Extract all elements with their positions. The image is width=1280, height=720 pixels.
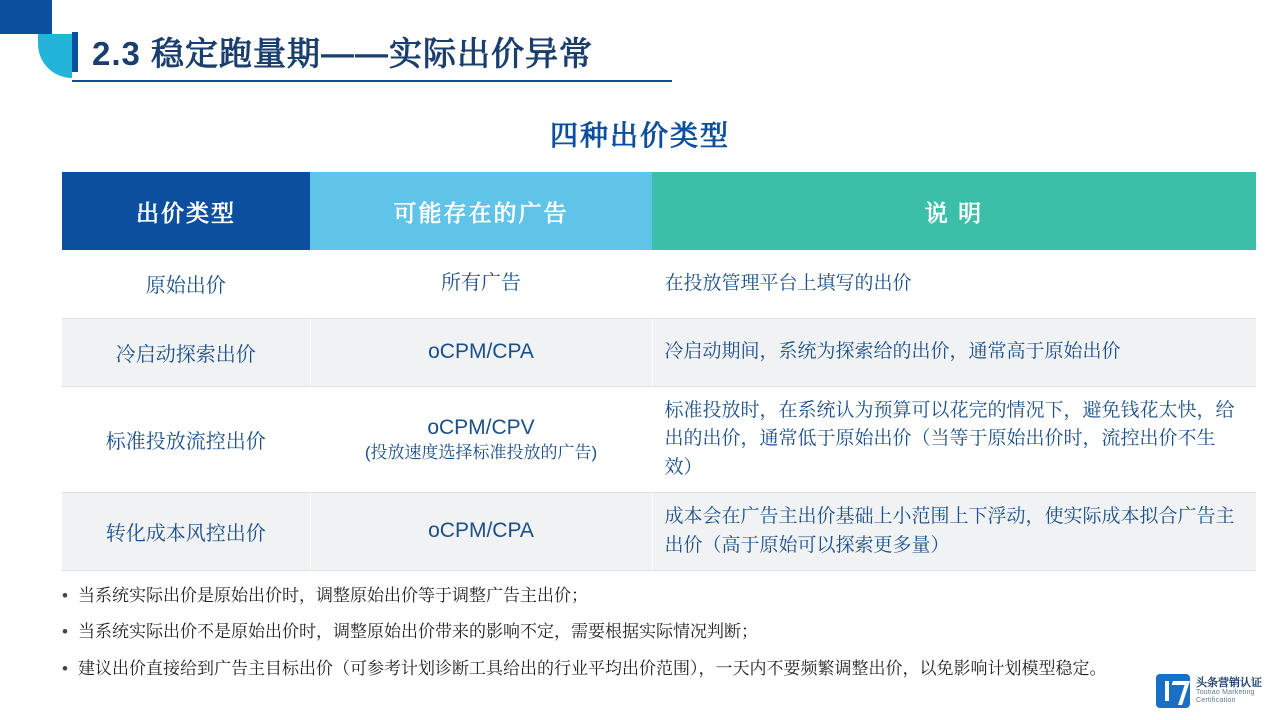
brand-logo [1156, 674, 1262, 708]
logo-text-cn: 头条营销认证 [1196, 677, 1262, 690]
cell-possible-ads [310, 386, 652, 493]
table-header-possible-ads: 可能存在的广告 [310, 172, 652, 250]
corner-decoration-white [0, 34, 38, 80]
list-item [62, 656, 1192, 682]
page-title [72, 28, 593, 75]
logo-mark-icon [1156, 674, 1190, 708]
logo-text [1196, 677, 1262, 704]
title-accent-bar [72, 32, 78, 72]
corner-decoration-dark [0, 0, 52, 34]
list-item [62, 583, 1192, 609]
table-row [62, 318, 1256, 386]
table-row [62, 386, 1256, 493]
logo-text-en-2: Certification [1196, 697, 1236, 705]
table-row [62, 250, 1256, 318]
corner-decoration-light [38, 34, 72, 78]
cell-description: 在投放管理平台上填写的出价 [652, 250, 1256, 318]
table-header-row [62, 172, 1256, 250]
bullet-marker-icon: • [62, 658, 68, 678]
title-underline [72, 80, 672, 82]
table-header-bid-type: 出价类型 [62, 172, 310, 250]
cell-bid-type: 标准投放流控出价 [62, 386, 310, 493]
cell-possible-ads-main: oCPM/CPV [427, 415, 535, 439]
bullet-list [62, 583, 1192, 692]
cell-bid-type: 转化成本风控出价 [62, 493, 310, 571]
cell-possible-ads: oCPM/CPA [310, 493, 652, 571]
bullet-marker-icon: • [62, 622, 68, 642]
cell-description: 成本会在广告主出价基础上小范围上下浮动，使实际成本拟合广告主出价（高于原始可以探索更多量） [652, 493, 1256, 571]
table-header-description: 说 明 [652, 172, 1256, 250]
cell-possible-ads: oCPM/CPA [310, 318, 652, 386]
list-item-text: 建议出价直接给到广告主目标出价（可参考计划诊断工具给出的行业平均出价范围），一天内不要频繁调整出价，以免影响计划模型稳定。 [78, 658, 1107, 678]
bid-type-table [62, 172, 1256, 571]
title-text: 2.3 稳定跑量期——实际出价异常 [92, 35, 594, 72]
cell-bid-type: 原始出价 [62, 250, 310, 318]
cell-description: 冷启动期间，系统为探索给的出价，通常高于原始出价 [652, 318, 1256, 386]
cell-possible-ads: 所有广告 [310, 250, 652, 318]
bullet-marker-icon: • [62, 586, 68, 605]
list-item-text: 当系统实际出价不是原始出价时，调整原始出价带来的影响不定，需要根据实际情况判断； [78, 622, 758, 642]
section-subtitle: 四种出价类型 [549, 120, 730, 151]
logo-text-en-1: Toutiao Marketing [1196, 689, 1255, 697]
cell-description: 标准投放时，在系统认为预算可以花完的情况下，避免钱花太快，给出的出价，通常低于原始出价（当等于原始出价时，流控出价不生效） [652, 386, 1256, 493]
table-row [62, 493, 1256, 571]
list-item-text: 当系统实际出价是原始出价时，调整原始出价等于调整广告主出价； [78, 586, 588, 605]
list-item [62, 619, 1192, 645]
cell-possible-ads-sub: (投放速度选择标准投放的广告) [364, 442, 598, 462]
cell-bid-type: 冷启动探索出价 [62, 318, 310, 386]
